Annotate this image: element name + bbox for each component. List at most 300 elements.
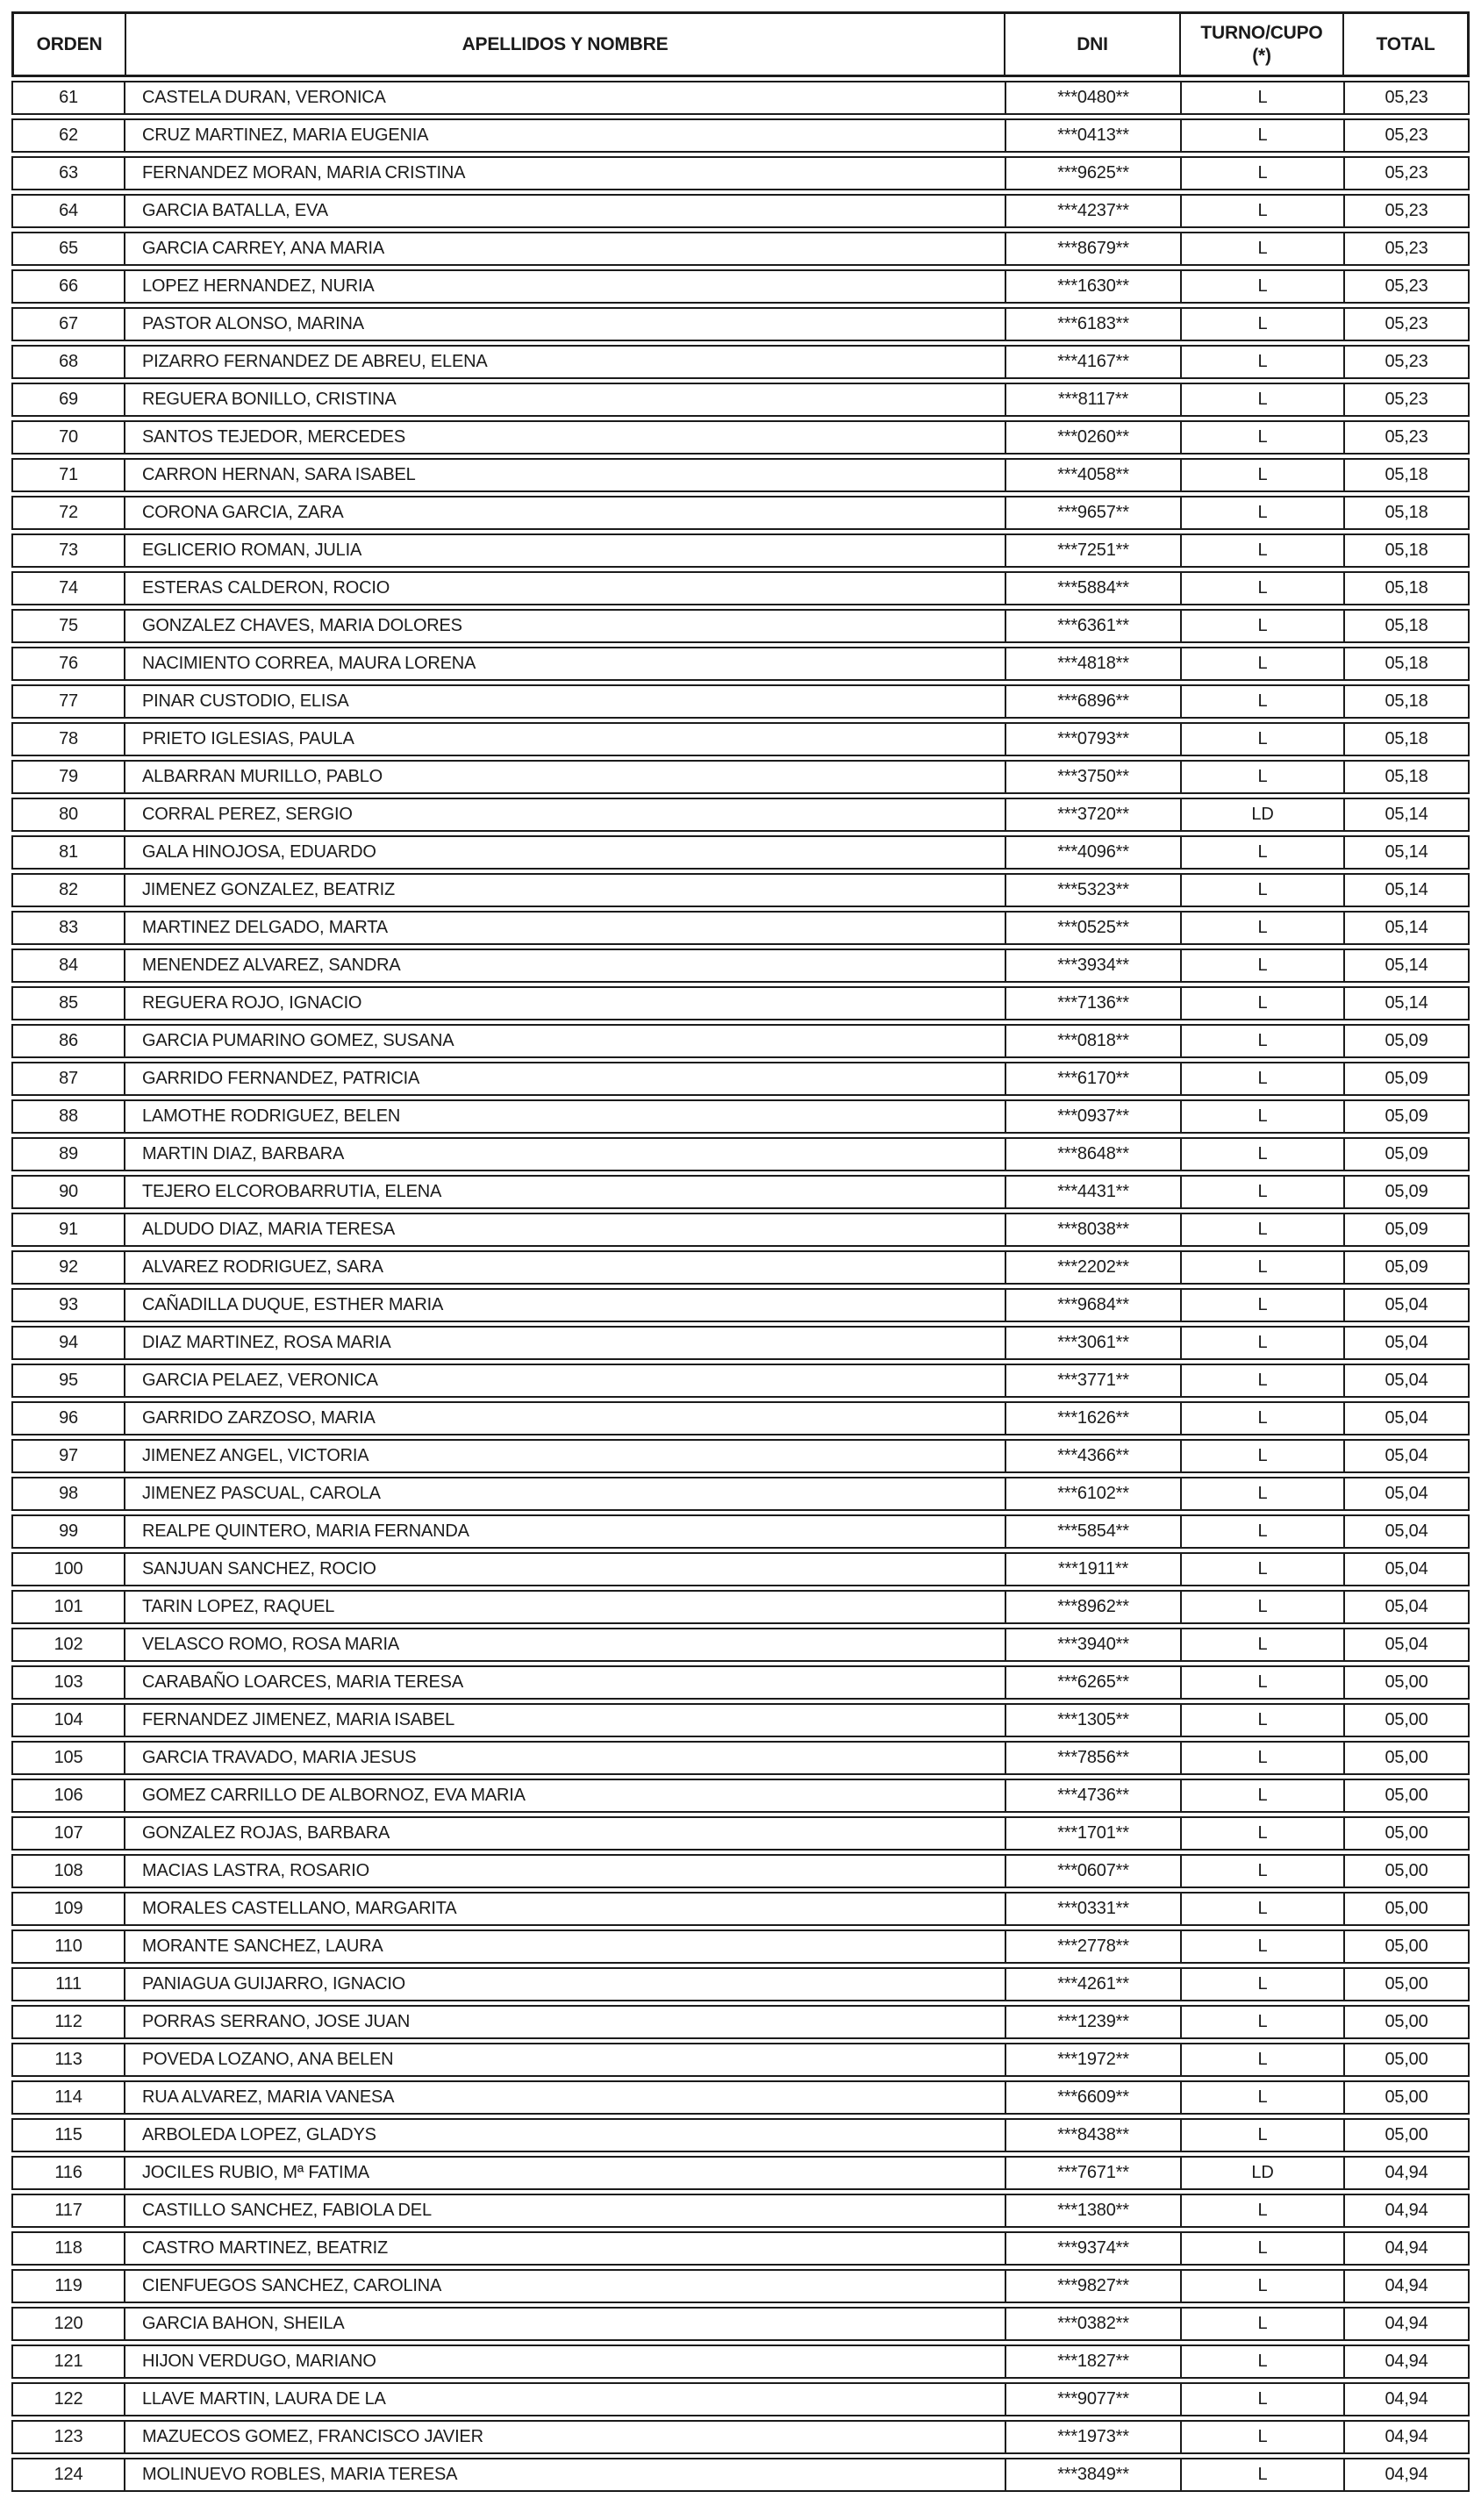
total-cell: 04,94 — [1343, 2158, 1468, 2188]
table-row — [11, 458, 1470, 492]
orden-cell: 88 — [59, 1106, 78, 1126]
turno-cell: L — [1180, 2384, 1343, 2415]
orden-cell: 68 — [59, 352, 78, 371]
dni-cell: ***3934** — [1005, 950, 1180, 981]
total-cell: 05,04 — [1343, 1554, 1468, 1585]
orden-cell: 124 — [54, 2465, 83, 2484]
dni-cell: ***7856** — [1005, 1743, 1180, 1773]
dni-cell: ***4237** — [1005, 196, 1180, 226]
orden-cell: 115 — [54, 2125, 82, 2144]
orden-cell: 69 — [59, 390, 78, 409]
nombre-cell: PORRAS SERRANO, JOSE JUAN — [124, 2007, 1005, 2037]
orden-cell: 84 — [59, 956, 78, 975]
turno-cell: L — [1180, 1139, 1343, 1170]
table-row — [11, 1929, 1470, 1964]
nombre-cell: CARRON HERNAN, SARA ISABEL — [124, 460, 1005, 490]
total-cell: 05,18 — [1343, 762, 1468, 792]
nombre-cell: REGUERA BONILLO, CRISTINA — [124, 384, 1005, 415]
turno-cell: L — [1180, 1214, 1343, 1245]
orden-cell: 67 — [59, 314, 78, 333]
table-row — [11, 571, 1470, 605]
orden-cell: 77 — [59, 691, 78, 711]
table-row — [11, 2080, 1470, 2115]
nombre-cell: VELASCO ROMO, ROSA MARIA — [124, 1629, 1005, 1660]
nombre-cell: MARTIN DIAZ, BARBARA — [124, 1139, 1005, 1170]
table-row — [11, 760, 1470, 794]
total-cell: 05,18 — [1343, 460, 1468, 490]
table-row — [11, 2005, 1470, 2039]
table-row — [11, 118, 1470, 153]
orden-cell: 107 — [54, 1823, 83, 1843]
total-cell: 05,00 — [1343, 2120, 1468, 2151]
column-header-total: TOTAL — [1342, 14, 1467, 75]
dni-cell: ***0793** — [1005, 724, 1180, 755]
table-row — [11, 1665, 1470, 1700]
orden-cell: 61 — [59, 88, 78, 107]
orden-cell: 101 — [54, 1597, 83, 1616]
table-row — [11, 345, 1470, 379]
nombre-cell: ESTERAS CALDERON, ROCIO — [124, 573, 1005, 604]
turno-cell: L — [1180, 988, 1343, 1019]
dni-cell: ***9625** — [1005, 158, 1180, 189]
dni-cell: ***4261** — [1005, 1969, 1180, 2000]
table-row — [11, 2382, 1470, 2416]
orden-cell: 79 — [59, 767, 78, 786]
nombre-cell: GARCIA CARREY, ANA MARIA — [124, 233, 1005, 264]
turno-cell: L — [1180, 762, 1343, 792]
table-row — [11, 1137, 1470, 1171]
table-row — [11, 194, 1470, 228]
total-cell: 05,00 — [1343, 1667, 1468, 1698]
table-row — [11, 307, 1470, 341]
dni-cell: ***2202** — [1005, 1252, 1180, 1283]
total-cell: 05,23 — [1343, 120, 1468, 151]
dni-cell: ***1626** — [1005, 1403, 1180, 1434]
dni-cell: ***4366** — [1005, 1441, 1180, 1471]
total-cell: 05,23 — [1343, 233, 1468, 264]
turno-cell: L — [1180, 2309, 1343, 2339]
orden-cell: 71 — [59, 465, 78, 484]
table-row — [11, 420, 1470, 455]
total-cell: 05,23 — [1343, 347, 1468, 377]
orden-cell: 63 — [59, 163, 78, 183]
table-row — [11, 986, 1470, 1020]
nombre-cell: SANJUAN SANCHEZ, ROCIO — [124, 1554, 1005, 1585]
turno-cell: L — [1180, 384, 1343, 415]
table-row — [11, 2118, 1470, 2152]
table-row — [11, 873, 1470, 907]
turno-cell: LD — [1180, 2158, 1343, 2188]
results-table — [11, 11, 1470, 2495]
dni-cell: ***3849** — [1005, 2459, 1180, 2490]
nombre-cell: MENENDEZ ALVAREZ, SANDRA — [124, 950, 1005, 981]
table-row — [11, 798, 1470, 832]
turno-cupo-header-text — [1200, 22, 1322, 68]
turno-cell: L — [1180, 120, 1343, 151]
dni-cell: ***5323** — [1005, 875, 1180, 906]
dni-cell: ***9374** — [1005, 2233, 1180, 2264]
orden-cell: 117 — [54, 2201, 82, 2220]
turno-cell: L — [1180, 837, 1343, 868]
dni-cell: ***5854** — [1005, 1516, 1180, 1547]
table-row — [11, 911, 1470, 945]
nombre-cell: GARCIA TRAVADO, MARIA JESUS — [124, 1743, 1005, 1773]
table-row — [11, 1213, 1470, 1247]
table-row — [11, 722, 1470, 756]
dni-cell: ***7671** — [1005, 2158, 1180, 2188]
dni-cell: ***4736** — [1005, 1780, 1180, 1811]
nombre-cell: EGLICERIO ROMAN, JULIA — [124, 535, 1005, 566]
dni-cell: ***6896** — [1005, 686, 1180, 717]
orden-cell: 90 — [59, 1182, 78, 1201]
total-cell: 04,94 — [1343, 2459, 1468, 2490]
orden-cell: 94 — [59, 1333, 78, 1352]
table-row — [11, 1816, 1470, 1851]
dni-cell: ***1973** — [1005, 2422, 1180, 2452]
dni-cell: ***1630** — [1005, 271, 1180, 302]
total-cell: 05,00 — [1343, 1780, 1468, 1811]
dni-cell: ***4058** — [1005, 460, 1180, 490]
total-cell: 05,00 — [1343, 2044, 1468, 2075]
dni-cell: ***6170** — [1005, 1063, 1180, 1094]
orden-cell: 114 — [54, 2087, 82, 2107]
nombre-cell: MORANTE SANCHEZ, LAURA — [124, 1931, 1005, 1962]
dni-cell: ***0382** — [1005, 2309, 1180, 2339]
table-row — [11, 1477, 1470, 1511]
total-cell: 05,18 — [1343, 686, 1468, 717]
nombre-cell: POVEDA LOZANO, ANA BELEN — [124, 2044, 1005, 2075]
total-cell: 05,14 — [1343, 913, 1468, 943]
turno-cell: L — [1180, 2120, 1343, 2151]
table-row — [11, 2345, 1470, 2379]
dni-cell: ***8117** — [1005, 384, 1180, 415]
table-row — [11, 232, 1470, 266]
turno-cell: L — [1180, 1780, 1343, 1811]
turno-cell: L — [1180, 1441, 1343, 1471]
orden-cell: 76 — [59, 654, 78, 673]
table-row — [11, 684, 1470, 719]
dni-cell: ***6265** — [1005, 1667, 1180, 1698]
orden-cell: 75 — [59, 616, 78, 635]
turno-cell: L — [1180, 611, 1343, 641]
nombre-cell: GARCIA BAHON, SHEILA — [124, 2309, 1005, 2339]
nombre-cell: GARRIDO FERNANDEZ, PATRICIA — [124, 1063, 1005, 1094]
total-cell: 05,09 — [1343, 1026, 1468, 1056]
dni-cell: ***1972** — [1005, 2044, 1180, 2075]
nombre-cell: TARIN LOPEZ, RAQUEL — [124, 1592, 1005, 1622]
turno-cell: L — [1180, 196, 1343, 226]
turno-cell: L — [1180, 2195, 1343, 2226]
turno-cell: L — [1180, 309, 1343, 340]
orden-cell: 73 — [59, 541, 78, 560]
turno-cell: LD — [1180, 799, 1343, 830]
table-body — [11, 81, 1470, 2492]
dni-cell: ***0937** — [1005, 1101, 1180, 1132]
orden-cell: 99 — [59, 1521, 78, 1541]
dni-cell: ***5884** — [1005, 573, 1180, 604]
orden-cell: 89 — [59, 1144, 78, 1163]
orden-cell: 82 — [59, 880, 78, 899]
total-cell: 05,18 — [1343, 573, 1468, 604]
total-cell: 05,00 — [1343, 1931, 1468, 1962]
nombre-cell: RUA ALVAREZ, MARIA VANESA — [124, 2082, 1005, 2113]
nombre-cell: MARTINEZ DELGADO, MARTA — [124, 913, 1005, 943]
turno-cell: L — [1180, 875, 1343, 906]
turno-cell: L — [1180, 2007, 1343, 2037]
dni-cell: ***0525** — [1005, 913, 1180, 943]
total-cell: 04,94 — [1343, 2233, 1468, 2264]
turno-cell: L — [1180, 1894, 1343, 1924]
nombre-cell: FERNANDEZ JIMENEZ, MARIA ISABEL — [124, 1705, 1005, 1736]
total-cell: 05,14 — [1343, 799, 1468, 830]
nombre-cell: CIENFUEGOS SANCHEZ, CAROLINA — [124, 2271, 1005, 2302]
turno-cell: L — [1180, 950, 1343, 981]
total-cell: 05,23 — [1343, 384, 1468, 415]
nombre-cell: NACIMIENTO CORREA, MAURA LORENA — [124, 648, 1005, 679]
orden-cell: 108 — [54, 1861, 83, 1880]
column-header-turno-cupo — [1179, 14, 1342, 75]
turno-cell: L — [1180, 573, 1343, 604]
turno-cell: L — [1180, 686, 1343, 717]
orden-cell: 98 — [59, 1484, 78, 1503]
dni-cell: ***2778** — [1005, 1931, 1180, 1962]
orden-cell: 113 — [54, 2050, 82, 2069]
total-cell: 05,23 — [1343, 422, 1468, 453]
table-row — [11, 1892, 1470, 1926]
turno-cupo-header-line1: TURNO/CUPO — [1200, 22, 1323, 43]
turno-cell: L — [1180, 1478, 1343, 1509]
nombre-cell: TEJERO ELCOROBARRUTIA, ELENA — [124, 1177, 1005, 1207]
nombre-cell: ALVAREZ RODRIGUEZ, SARA — [124, 1252, 1005, 1283]
total-cell: 04,94 — [1343, 2346, 1468, 2377]
dni-cell: ***6183** — [1005, 309, 1180, 340]
turno-cell: L — [1180, 1516, 1343, 1547]
table-row — [11, 609, 1470, 643]
dni-cell: ***4431** — [1005, 1177, 1180, 1207]
total-cell: 05,04 — [1343, 1328, 1468, 1358]
nombre-cell: FERNANDEZ MORAN, MARIA CRISTINA — [124, 158, 1005, 189]
orden-cell: 106 — [54, 1786, 83, 1805]
orden-cell: 100 — [54, 1559, 83, 1579]
total-cell: 05,09 — [1343, 1101, 1468, 1132]
total-cell: 05,00 — [1343, 2007, 1468, 2037]
turno-cell: L — [1180, 1026, 1343, 1056]
orden-cell: 86 — [59, 1031, 78, 1050]
table-row — [11, 2194, 1470, 2228]
dni-cell: ***8962** — [1005, 1592, 1180, 1622]
dni-cell: ***8679** — [1005, 233, 1180, 264]
orden-cell: 120 — [54, 2314, 83, 2333]
orden-cell: 81 — [59, 842, 78, 862]
dni-cell: ***4167** — [1005, 347, 1180, 377]
table-row — [11, 949, 1470, 983]
dni-cell: ***7251** — [1005, 535, 1180, 566]
total-cell: 05,18 — [1343, 724, 1468, 755]
nombre-cell: CARABAÑO LOARCES, MARIA TERESA — [124, 1667, 1005, 1698]
table-row — [11, 1552, 1470, 1586]
table-row — [11, 1514, 1470, 1549]
nombre-cell: CORRAL PEREZ, SERGIO — [124, 799, 1005, 830]
dni-cell: ***1701** — [1005, 1818, 1180, 1849]
table-row — [11, 383, 1470, 417]
turno-cell: L — [1180, 460, 1343, 490]
turno-cell: L — [1180, 1403, 1343, 1434]
total-cell: 05,04 — [1343, 1516, 1468, 1547]
nombre-cell: CASTILLO SANCHEZ, FABIOLA DEL — [124, 2195, 1005, 2226]
turno-cell: L — [1180, 724, 1343, 755]
turno-cell: L — [1180, 1592, 1343, 1622]
turno-cell: L — [1180, 158, 1343, 189]
orden-cell: 83 — [59, 918, 78, 937]
total-cell: 05,23 — [1343, 309, 1468, 340]
table-row — [11, 835, 1470, 870]
total-cell: 05,00 — [1343, 1743, 1468, 1773]
table-row — [11, 1288, 1470, 1322]
total-cell: 05,09 — [1343, 1063, 1468, 1094]
table-row — [11, 647, 1470, 681]
table-header-row — [11, 11, 1470, 77]
orden-cell: 102 — [54, 1635, 83, 1654]
turno-cell: L — [1180, 1969, 1343, 2000]
dni-cell: ***6361** — [1005, 611, 1180, 641]
dni-cell: ***9684** — [1005, 1290, 1180, 1321]
total-cell: 05,04 — [1343, 1629, 1468, 1660]
turno-cell: L — [1180, 271, 1343, 302]
nombre-cell: GALA HINOJOSA, EDUARDO — [124, 837, 1005, 868]
orden-cell: 92 — [59, 1257, 78, 1277]
orden-cell: 64 — [59, 201, 78, 220]
turno-cell: L — [1180, 82, 1343, 113]
turno-cell: L — [1180, 1063, 1343, 1094]
table-row — [11, 1250, 1470, 1285]
orden-cell: 74 — [59, 578, 78, 598]
table-row — [11, 1779, 1470, 1813]
turno-cell: L — [1180, 1328, 1343, 1358]
table-row — [11, 2156, 1470, 2190]
total-cell: 05,09 — [1343, 1214, 1468, 1245]
total-cell: 04,94 — [1343, 2309, 1468, 2339]
turno-cell: L — [1180, 2233, 1343, 2264]
nombre-cell: PINAR CUSTODIO, ELISA — [124, 686, 1005, 717]
dni-cell: ***9657** — [1005, 498, 1180, 528]
dni-cell: ***7136** — [1005, 988, 1180, 1019]
nombre-cell: LAMOTHE RODRIGUEZ, BELEN — [124, 1101, 1005, 1132]
turno-cell: L — [1180, 1177, 1343, 1207]
dni-cell: ***9077** — [1005, 2384, 1180, 2415]
turno-cell: L — [1180, 422, 1343, 453]
nombre-cell: HIJON VERDUGO, MARIANO — [124, 2346, 1005, 2377]
turno-cell: L — [1180, 498, 1343, 528]
turno-cell: L — [1180, 1554, 1343, 1585]
table-row — [11, 81, 1470, 115]
nombre-cell: PIZARRO FERNANDEZ DE ABREU, ELENA — [124, 347, 1005, 377]
dni-cell: ***8438** — [1005, 2120, 1180, 2151]
dni-cell: ***3771** — [1005, 1365, 1180, 1396]
dni-cell: ***0607** — [1005, 1856, 1180, 1886]
table-row — [11, 2458, 1470, 2492]
dni-cell: ***6102** — [1005, 1478, 1180, 1509]
nombre-cell: JIMENEZ ANGEL, VICTORIA — [124, 1441, 1005, 1471]
table-row — [11, 1099, 1470, 1134]
table-row — [11, 1175, 1470, 1209]
dni-cell: ***1911** — [1005, 1554, 1180, 1585]
orden-cell: 122 — [54, 2389, 83, 2409]
orden-cell: 118 — [54, 2238, 82, 2258]
column-header-dni: DNI — [1004, 14, 1179, 75]
table-row — [11, 1741, 1470, 1775]
total-cell: 05,04 — [1343, 1592, 1468, 1622]
orden-cell: 72 — [59, 503, 78, 522]
column-header-orden: ORDEN — [36, 33, 103, 54]
total-cell: 04,94 — [1343, 2271, 1468, 2302]
dni-cell: ***9827** — [1005, 2271, 1180, 2302]
dni-cell: ***0413** — [1005, 120, 1180, 151]
orden-cell: 110 — [54, 1937, 82, 1956]
total-cell: 05,23 — [1343, 82, 1468, 113]
dni-cell: ***3061** — [1005, 1328, 1180, 1358]
nombre-cell: GONZALEZ CHAVES, MARIA DOLORES — [124, 611, 1005, 641]
column-header-apellidos-nombre: APELLIDOS Y NOMBRE — [125, 14, 1004, 75]
total-cell: 05,00 — [1343, 1818, 1468, 1849]
nombre-cell: JIMENEZ PASCUAL, CAROLA — [124, 1478, 1005, 1509]
nombre-cell: PANIAGUA GUIJARRO, IGNACIO — [124, 1969, 1005, 2000]
orden-cell: 80 — [59, 805, 78, 824]
turno-cell: L — [1180, 1818, 1343, 1849]
turno-cell: L — [1180, 2459, 1343, 2490]
dni-cell: ***6609** — [1005, 2082, 1180, 2113]
nombre-cell: LLAVE MARTIN, LAURA DE LA — [124, 2384, 1005, 2415]
turno-cell: L — [1180, 535, 1343, 566]
nombre-cell: CAÑADILLA DUQUE, ESTHER MARIA — [124, 1290, 1005, 1321]
nombre-cell: MOLINUEVO ROBLES, MARIA TERESA — [124, 2459, 1005, 2490]
orden-cell: 121 — [54, 2352, 83, 2371]
orden-cell: 85 — [59, 993, 78, 1013]
turno-cupo-header-line2: (*) — [1252, 45, 1271, 66]
nombre-cell: CASTRO MARTINEZ, BEATRIZ — [124, 2233, 1005, 2264]
turno-cell: L — [1180, 1101, 1343, 1132]
turno-cell: L — [1180, 913, 1343, 943]
orden-cell: 91 — [59, 1220, 78, 1239]
orden-cell: 105 — [54, 1748, 83, 1767]
total-cell: 04,94 — [1343, 2422, 1468, 2452]
total-cell: 05,00 — [1343, 2082, 1468, 2113]
total-cell: 05,18 — [1343, 498, 1468, 528]
orden-cell: 70 — [59, 427, 78, 447]
dni-cell: ***1305** — [1005, 1705, 1180, 1736]
dni-cell: ***3940** — [1005, 1629, 1180, 1660]
total-cell: 05,14 — [1343, 950, 1468, 981]
total-cell: 05,14 — [1343, 875, 1468, 906]
total-cell: 05,00 — [1343, 1894, 1468, 1924]
nombre-cell: MACIAS LASTRA, ROSARIO — [124, 1856, 1005, 1886]
nombre-cell: REGUERA ROJO, IGNACIO — [124, 988, 1005, 1019]
nombre-cell: DIAZ MARTINEZ, ROSA MARIA — [124, 1328, 1005, 1358]
table-row — [11, 1401, 1470, 1435]
orden-cell: 109 — [54, 1899, 83, 1918]
table-row — [11, 2269, 1470, 2303]
nombre-cell: CORONA GARCIA, ZARA — [124, 498, 1005, 528]
nombre-cell: CASTELA DURAN, VERONICA — [124, 82, 1005, 113]
total-cell: 04,94 — [1343, 2195, 1468, 2226]
orden-cell: 95 — [59, 1371, 78, 1390]
dni-cell: ***1239** — [1005, 2007, 1180, 2037]
orden-cell: 62 — [59, 125, 78, 145]
dni-cell: ***0260** — [1005, 422, 1180, 453]
orden-cell: 93 — [59, 1295, 78, 1314]
total-cell: 05,04 — [1343, 1403, 1468, 1434]
dni-cell: ***1380** — [1005, 2195, 1180, 2226]
nombre-cell: GONZALEZ ROJAS, BARBARA — [124, 1818, 1005, 1849]
